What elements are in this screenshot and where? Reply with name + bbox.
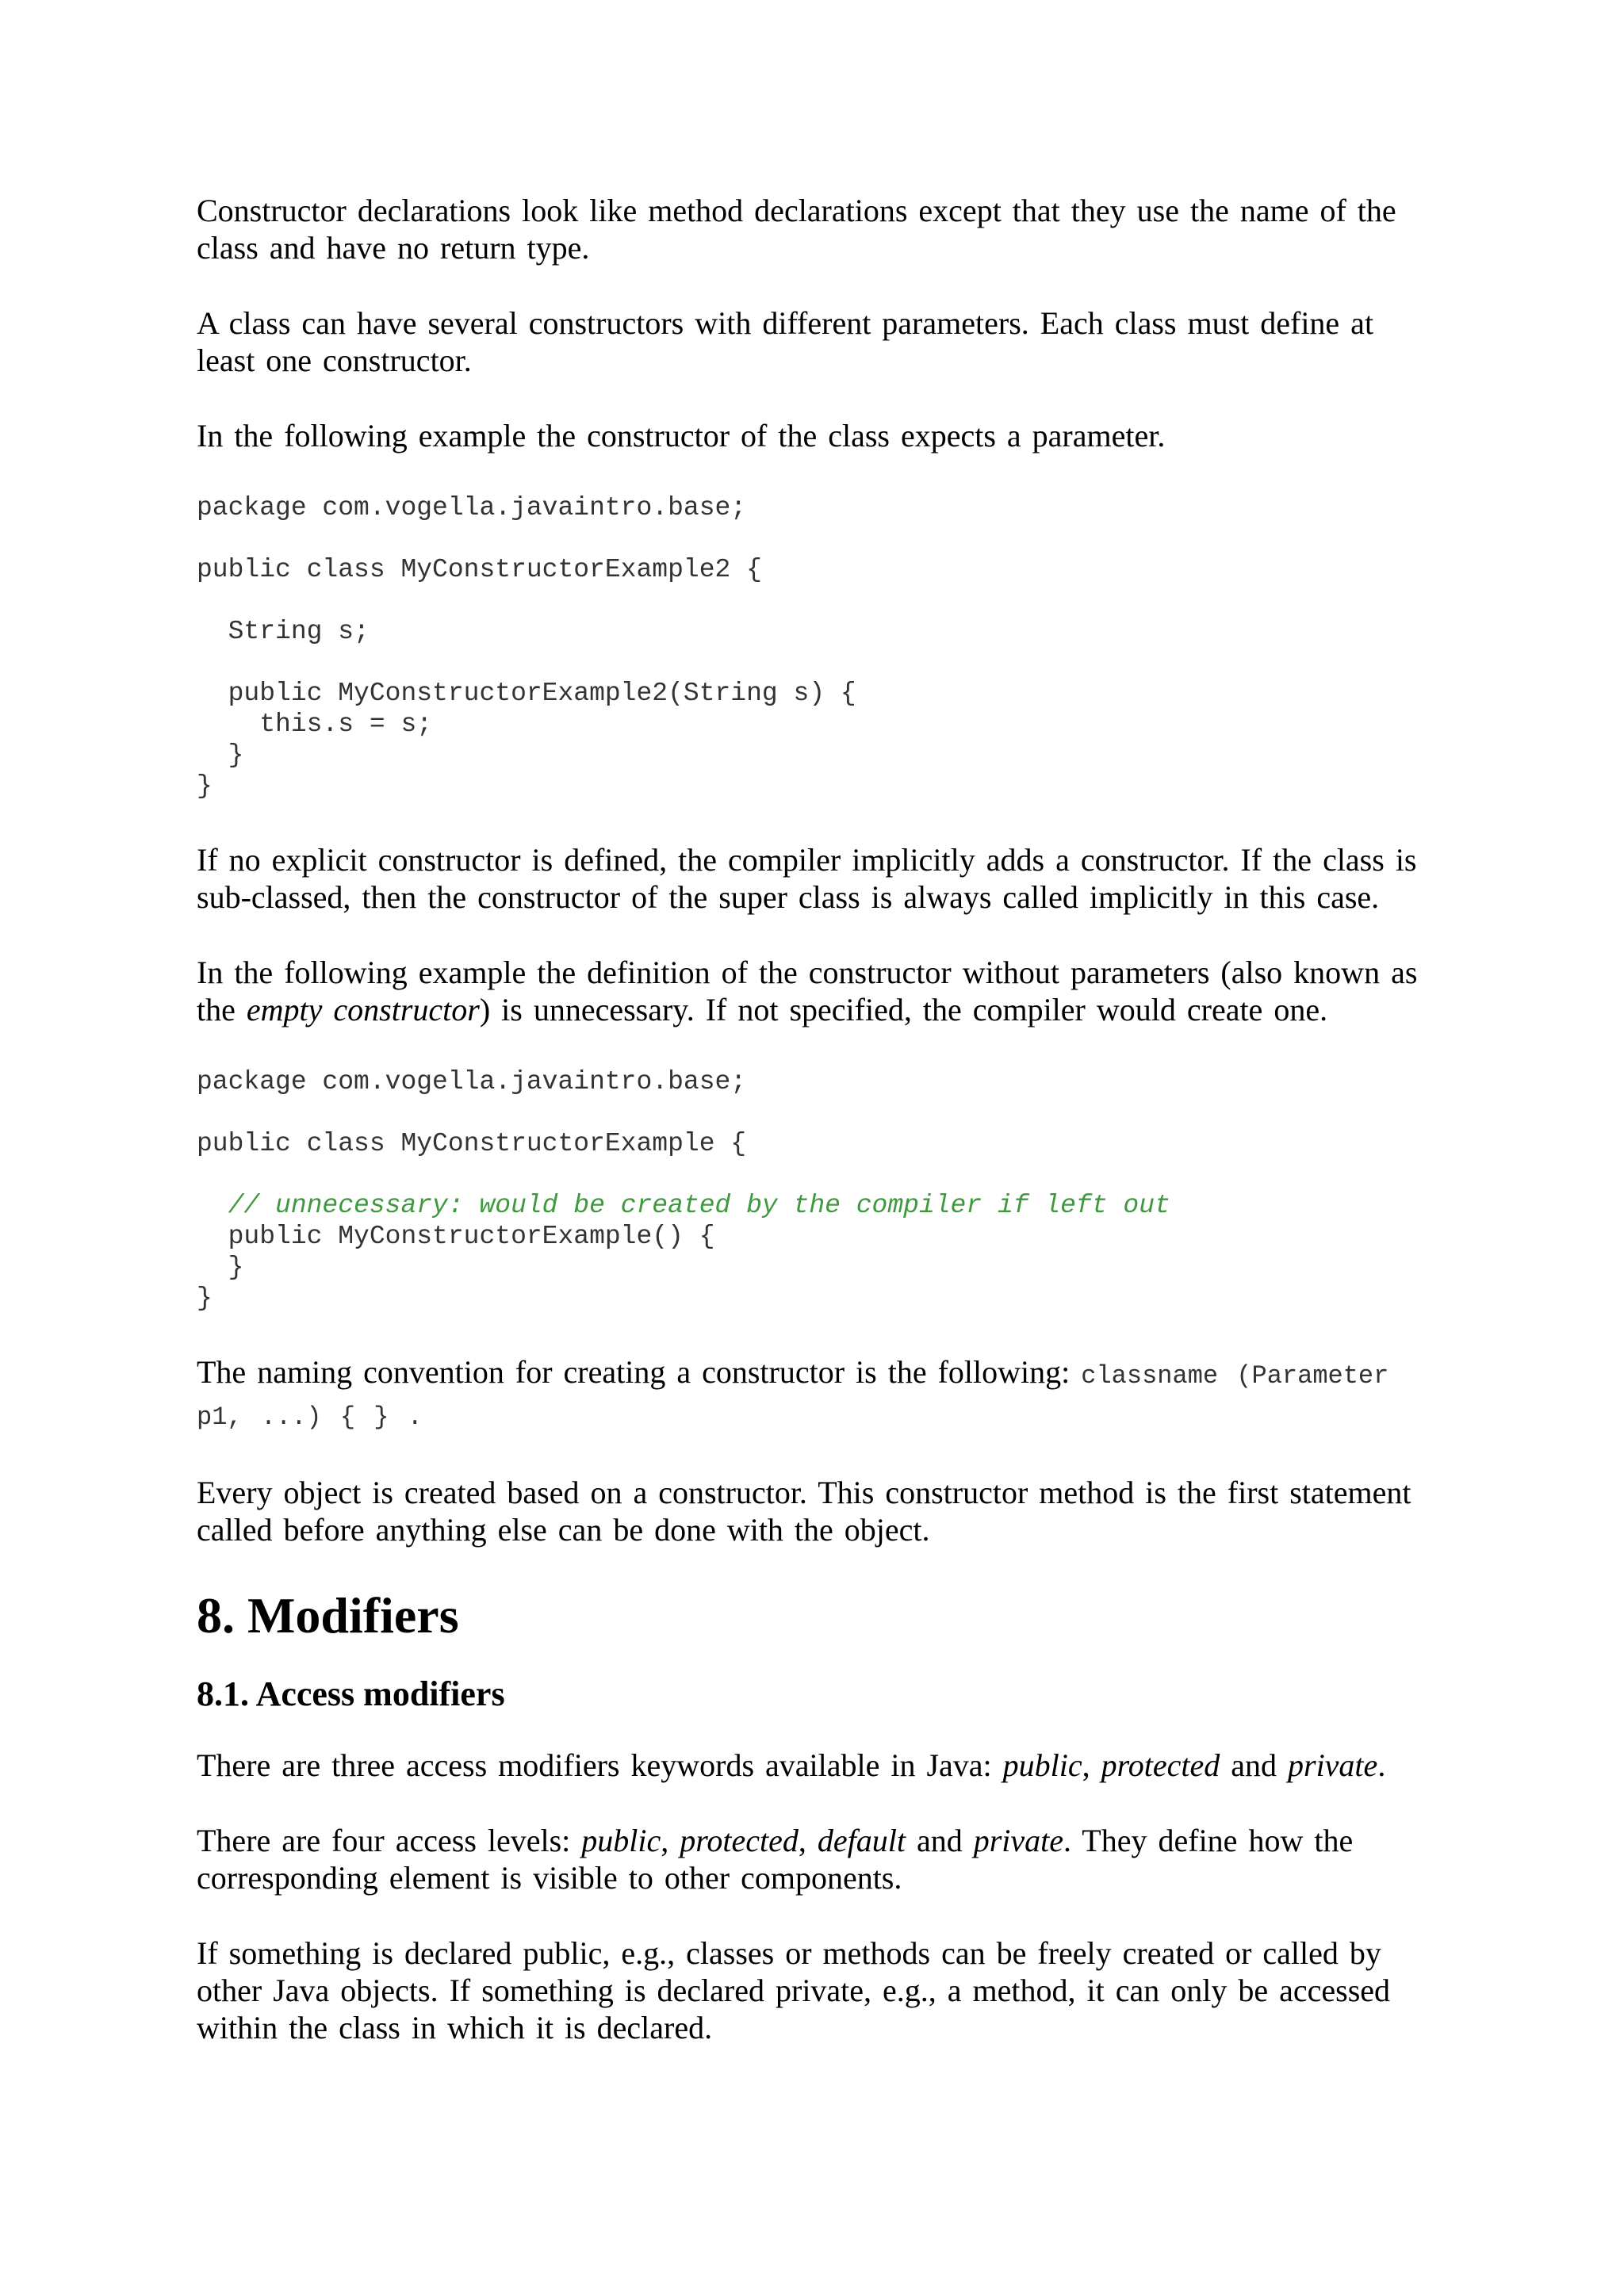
emphasis-private: private (973, 1823, 1064, 1858)
paragraph-object-created: Every object is created based on a constructor. This constructor method is the first statement called before anything else can be done with the object. (197, 1475, 1411, 1548)
code-blank-line (197, 1159, 1434, 1190)
emphasis-public: public (1002, 1747, 1082, 1783)
code-blank-line (197, 585, 1434, 616)
section-heading-modifiers: 8. Modifiers (197, 1587, 459, 1644)
paragraph-implicit-constructor: If no explicit constructor is defined, the compiler implicitly adds a constructor. If the class is sub-classed, then the constructor of the super class is always called implicitly in this case. (197, 842, 1417, 915)
code-blank-line (197, 523, 1434, 554)
text-segment: ) is unnecessary. If not specified, the compiler would create one. (479, 992, 1328, 1027)
text-segment: , (798, 1823, 818, 1858)
subsection-heading-access-modifiers: 8.1. Access modifiers (197, 1674, 505, 1713)
code-line: } (197, 1284, 213, 1313)
paragraph-four-access-levels (197, 1822, 1434, 1896)
paragraph-naming-convention (197, 1353, 1434, 1436)
code-line: } (197, 1253, 244, 1282)
emphasis-default: default (817, 1823, 906, 1858)
text-segment: In the following example the definition of the constructor without parameters (also known as the (197, 955, 1418, 1027)
code-line: public MyConstructorExample2(String s) { (197, 679, 856, 708)
code-line: public class MyConstructorExample2 { (197, 555, 762, 584)
code-line: public MyConstructorExample() { (197, 1222, 715, 1251)
code-line: String s; (197, 617, 370, 646)
inline-code-constructor-signature: classname (Parameter p1, ...) { } (197, 1361, 1389, 1432)
code-line: } (197, 740, 244, 770)
code-line: } (197, 771, 213, 801)
code-line: package com.vogella.javaintro.base; (197, 493, 747, 522)
code-blank-line (197, 1097, 1434, 1128)
code-block-constructor-example2 (197, 492, 1434, 802)
code-block-constructor-example (197, 1066, 1434, 1314)
text-segment: , (1082, 1747, 1101, 1783)
emphasis-protected: protected (1101, 1747, 1220, 1783)
code-blank-line (197, 647, 1434, 678)
code-line: this.s = s; (197, 710, 433, 739)
text-segment: There are four access levels: (197, 1823, 582, 1858)
page-content (197, 192, 1434, 2084)
emphasis-empty-constructor: empty constructor (246, 992, 480, 1027)
emphasis-public: public (581, 1823, 661, 1858)
emphasis-protected: protected (680, 1823, 799, 1858)
text-segment: , (661, 1823, 680, 1858)
paragraph-several-constructors: A class can have several constructors with different parameters. Each class must define at least one constructor. (197, 305, 1374, 378)
text-segment: and (1220, 1747, 1288, 1783)
code-line: package com.vogella.javaintro.base; (197, 1067, 747, 1096)
paragraph-public-private: If something is declared public, e.g., classes or methods can be freely created or called by other Java objects. If something is declared private, e.g., a method, it can only be accessed within the class in which it is declared. (197, 1935, 1391, 2045)
paragraph-empty-constructor (197, 954, 1434, 1028)
code-comment: // unnecessary: would be created by the compiler if left out (197, 1191, 1170, 1220)
code-line: public class MyConstructorExample { (197, 1129, 747, 1158)
text-segment: There are three access modifiers keywords available in Java: (197, 1747, 1003, 1783)
paragraph-constructor-declarations: Constructor declarations look like method declarations except that they use the name of the class and have no return type. (197, 193, 1396, 266)
text-segment: . (1377, 1747, 1386, 1783)
text-segment: and (905, 1823, 974, 1858)
paragraph-three-access-modifiers (197, 1747, 1434, 1784)
inline-code-period: . (389, 1402, 423, 1432)
text-segment: The naming convention for creating a constructor is the following: (197, 1354, 1082, 1390)
text-segment: . They define how the corresponding element is visible to other components. (197, 1823, 1354, 1896)
emphasis-private: private (1288, 1747, 1378, 1783)
paragraph-example-intro: In the following example the constructor of the class expects a parameter. (197, 418, 1166, 453)
